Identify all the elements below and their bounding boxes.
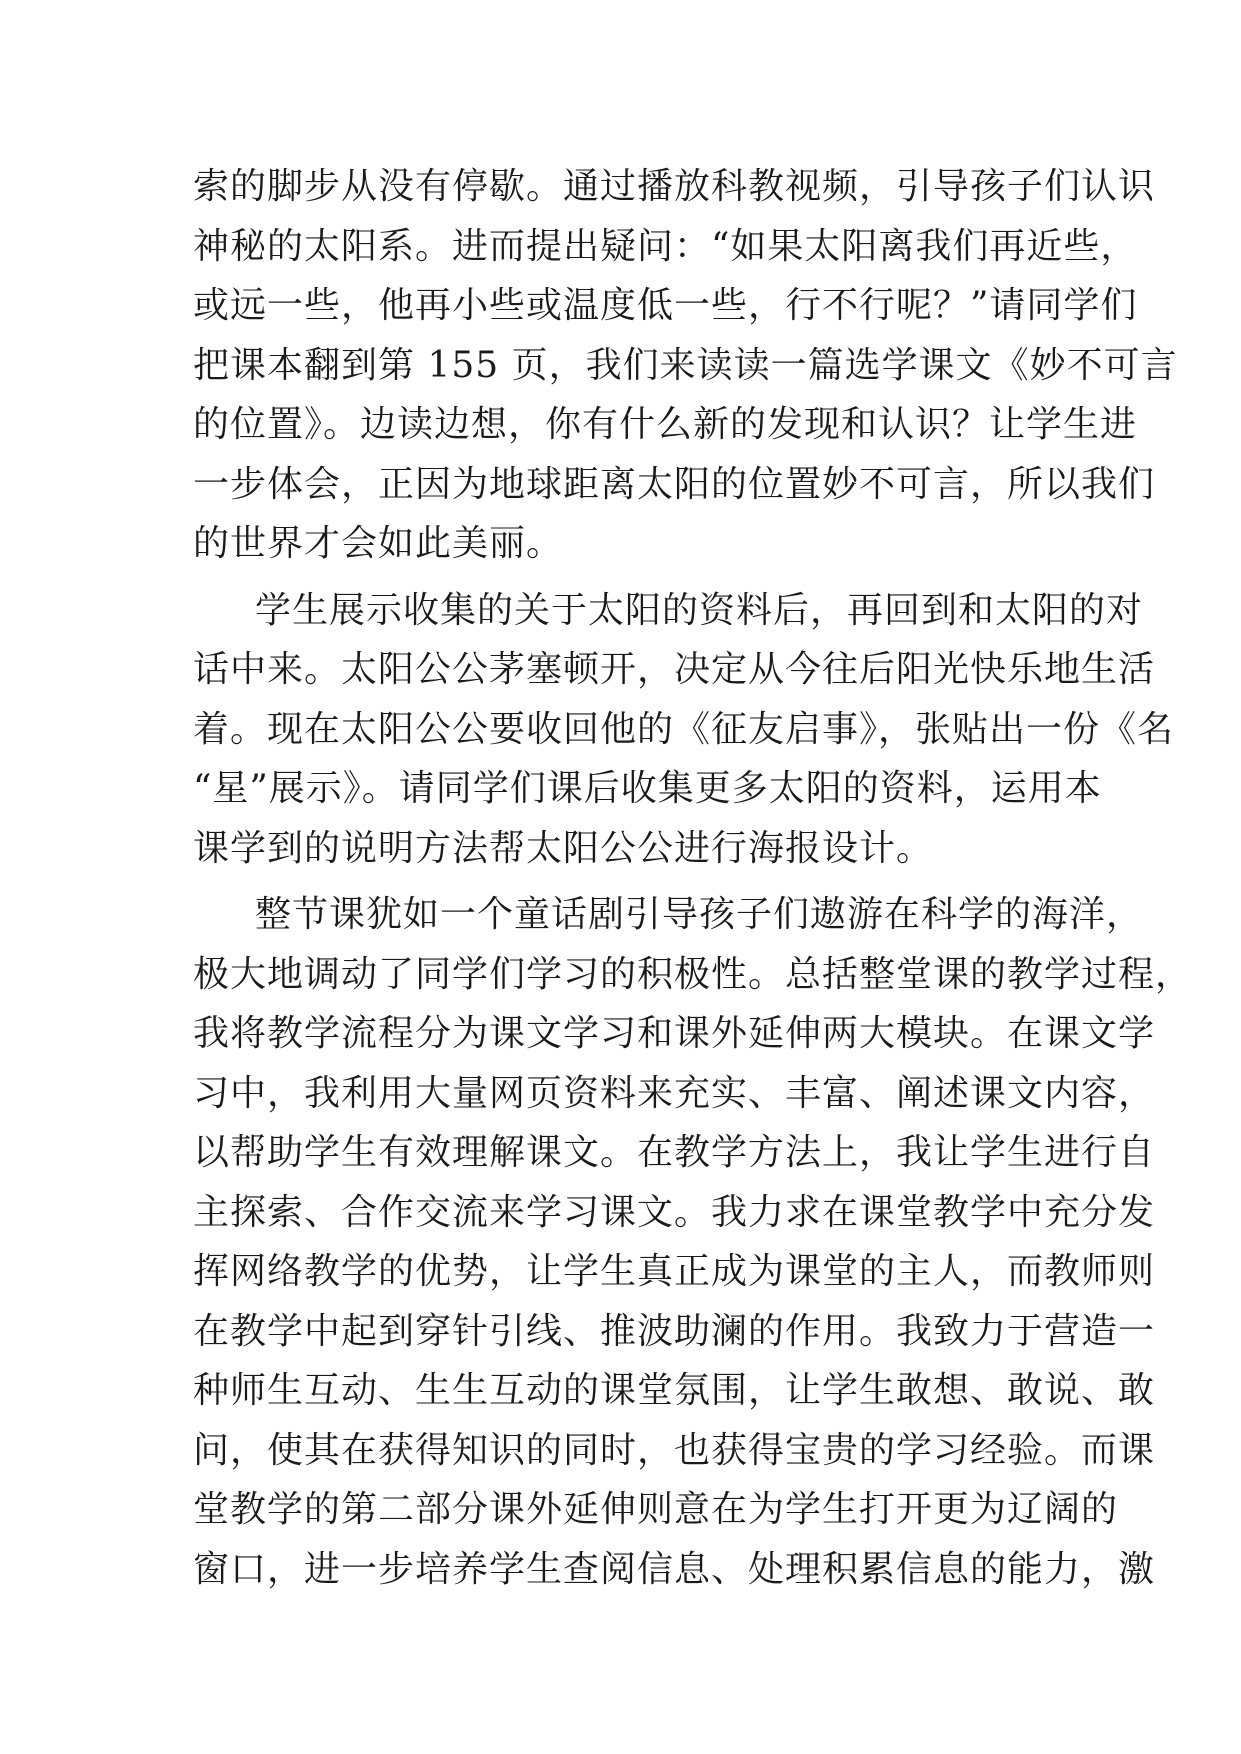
text-line: 以帮助学生有效理解课文。在教学方法上，我让学生进行自 bbox=[193, 1132, 1156, 1173]
text-line: 问，使其在获得知识的同时，也获得宝贵的学习经验。而课 bbox=[193, 1429, 1156, 1471]
text-line: 一步体会，正因为地球距离太阳的位置妙不可言，所以我们 bbox=[193, 463, 1156, 505]
paragraph-first-line: 整节课犹如一个童话剧引导孩子们遨游在科学的海洋， bbox=[255, 894, 1144, 935]
text-line: 窗口，进一步培养学生查阅信息、处理积累信息的能力，激 bbox=[193, 1548, 1156, 1590]
text-line: 的世界才会如此美丽。 bbox=[193, 523, 564, 564]
text-line: 习中，我利用大量网页资料来充实、丰富、阐述课文内容， bbox=[193, 1072, 1156, 1114]
text-line: 或远一些，他再小些或温度低一些，行不行呢？”请同学们 bbox=[193, 285, 1138, 326]
text-line: 主探索、合作交流来学习课文。我力求在课堂教学中充分发 bbox=[193, 1191, 1156, 1233]
text-line: 的位置》。边读边想，你有什么新的发现和认识？让学生进 bbox=[193, 404, 1138, 445]
text-line: 索的脚步从没有停歇。通过播放科教视频，引导孩子们认识 bbox=[193, 166, 1156, 207]
text-line: 课学到的说明方法帮太阳公公进行海报设计。 bbox=[193, 827, 934, 869]
text-line: 话中来。太阳公公茅塞顿开，决定从今往后阳光快乐地生活 bbox=[193, 649, 1156, 690]
text-line: 把课本翻到第 155 页，我们来读读一篇选学课文《妙不可言 bbox=[193, 344, 1178, 386]
text-line: 在教学中起到穿针引线、推波助澜的作用。我致力于营造一 bbox=[193, 1310, 1156, 1352]
text-line: 神秘的太阳系。进而提出疑问：“如果太阳离我们再近些， bbox=[193, 225, 1138, 267]
text-line: “星”展示》。请同学们课后收集更多太阳的资料，运用本 bbox=[193, 768, 1102, 809]
text-line: 极大地调动了同学们学习的积极性。总括整堂课的教学过程， bbox=[193, 953, 1193, 995]
paragraph-first-line: 学生展示收集的关于太阳的资料后，再回到和太阳的对 bbox=[255, 589, 1144, 631]
text-line: 挥网络教学的优势，让学生真正成为课堂的主人，而教师则 bbox=[193, 1251, 1156, 1292]
text-line: 着。现在太阳公公要收回他的《征友启事》，张贴出一份《名 bbox=[193, 708, 1175, 750]
body-text bbox=[193, 157, 1193, 1599]
text-line: 种师生互动、生生互动的课堂氛围，让学生敢想、敢说、敢 bbox=[193, 1370, 1156, 1411]
text-line: 堂教学的第二部分课外延伸则意在为学生打开更为辽阔的 bbox=[193, 1489, 1119, 1530]
text-line: 我将教学流程分为课文学习和课外延伸两大模块。在课文学 bbox=[193, 1013, 1156, 1054]
